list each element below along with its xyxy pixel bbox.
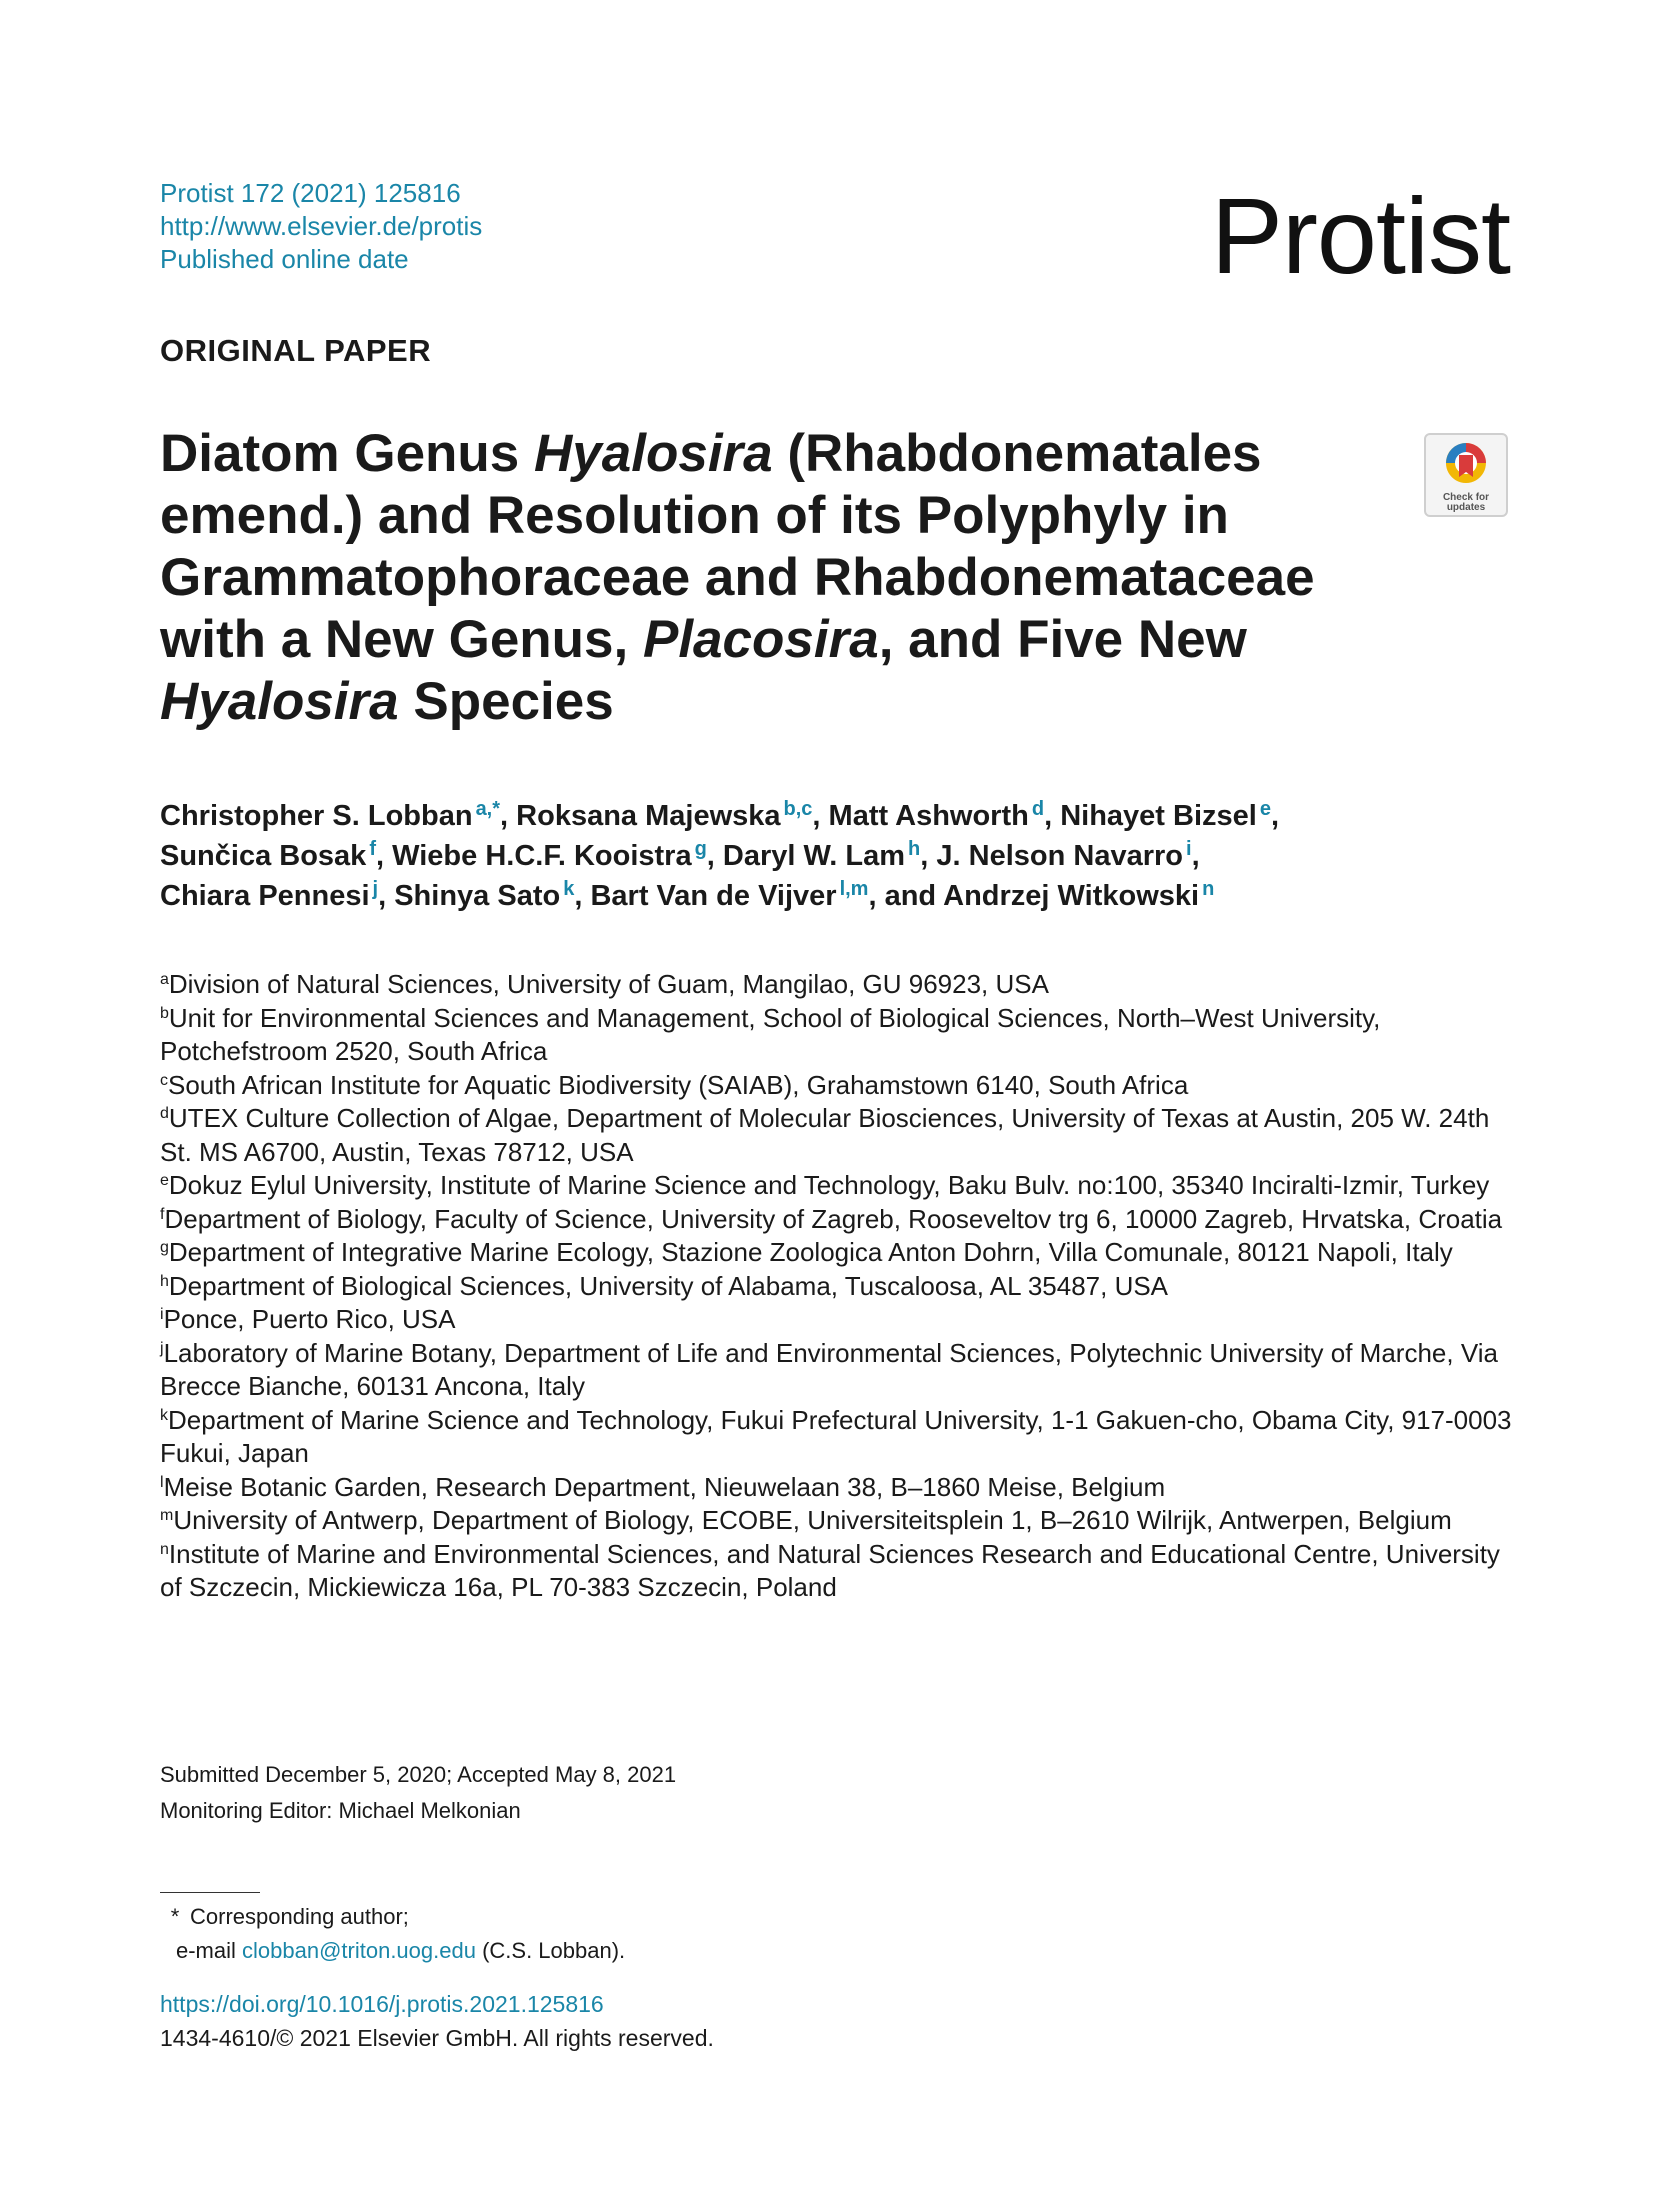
affiliation: $^c$South African Institute for Aquatic Biodiversity (SAIAB), Grahamstown 6140, South Africa [160,1069,1189,1100]
author-affiliation-sup[interactable]: e [1259,798,1271,820]
affiliation: $^n$Institute of Marine and Environmental Sciences, and Natural Sciences Research and Educational Centre, University of Szczecin, Mickiewicza 16a, PL 70-383 Szczecin, Poland [160,1538,1500,1602]
author: Bart Van de Vijver $^{l,m}$, [590,878,885,912]
affiliation-list [160,968,1520,1605]
copyright: 1434-4610/© 2021 Elsevier GmbH. All rights reserved. [160,2025,714,2051]
doi-link[interactable]: https://doi.org/10.1016/j.protis.2021.125816 [160,1991,604,2017]
title-italic-genus: Hyalosira [160,672,399,731]
author: Nihayet Bizsel $^e$, [1060,798,1280,832]
doi-block [160,1987,714,2055]
submitted-accepted: Submitted December 5, 2020; Accepted May 8, 2021 [160,1762,677,1787]
journal-url[interactable]: http://www.elsevier.de/protis [160,211,483,241]
author: Sunčica Bosak $^f$, [160,838,393,872]
author-affiliation-sup[interactable]: b,c [783,798,813,820]
author-affiliation-sup[interactable]: i [1186,838,1192,860]
affiliation: $^h$Department of Biological Sciences, University of Alabama, Tuscaloosa, AL 35487, USA [160,1270,1169,1301]
affiliation: $^e$Dokuz Eylul University, Institute of Marine Science and Technology, Baku Bulv. no:100, 35340 Inciralti-Izmir, Turkey [160,1170,1490,1200]
affiliation: $^l$Meise Botanic Garden, Research Department, Nieuwelaan 38, B–1860 Meise, Belgium [160,1471,1166,1502]
author: Chiara Pennesi $^j$, [160,878,395,912]
author-affiliation-sup[interactable]: k [563,878,575,900]
paper-title [160,423,1410,733]
title-part: (Rhabdonematales emend.) and Resolution of its Polyphyly in Grammatophoraceae and Rhabdonemataceae with a New Genus, [160,424,1315,669]
author: Christopher S. Lobban $^{a,*}$, [160,798,517,832]
affiliation: $^f$Department of Biology, Faculty of Science, University of Zagreb, Rooseveltov trg 6, 10000 Zagreb, Hrvatska, Croatia [160,1203,1503,1234]
journal-citation[interactable]: Protist 172 (2021) 125816 [160,178,461,208]
author-affiliation-sup[interactable]: l,m [839,878,869,900]
title-italic-genus: Placosira [642,610,879,669]
journal-info [160,177,482,276]
affiliation: $^g$Department of Integrative Marine Ecology, Stazione Zoologica Anton Dohrn, Villa Comunale, 80121 Napoli, Italy [160,1237,1453,1267]
title-italic-genus: Hyalosira [534,424,773,483]
author-affiliation-sup[interactable]: g [694,838,707,860]
affiliation: $^a$Division of Natural Sciences, University of Guam, Mangilao, GU 96923, USA [160,969,1049,999]
article-type: ORIGINAL PAPER [160,333,432,368]
author-affiliation-sup[interactable]: a,* [475,798,501,820]
affiliation: $^k$Department of Marine Science and Technology, Fukui Prefectural University, 1-1 Gakuen-cho, Obama City, 917-0003 Fukui, Japan [160,1404,1512,1468]
author: Shinya Sato $^k$, [394,878,591,912]
email-suffix: (C.S. Lobban). [475,1938,626,1963]
author-affiliation-sup[interactable]: j [372,878,379,900]
author-affiliation-sup[interactable]: h [908,838,921,860]
affiliation: $^d$UTEX Culture Collection of Algae, Department of Molecular Biosciences, University of Texas at Austin, 205 W. 24th St. MS A6700, Austin, Texas 78712, USA [160,1103,1490,1167]
monitoring-editor: Monitoring Editor: Michael Melkonian [160,1798,521,1823]
email-link[interactable]: clobban@triton.uog.edu [242,1938,476,1963]
article-dates [160,1757,676,1829]
footnote-divider [160,1892,260,1893]
author-affiliation-sup[interactable]: f [369,838,376,860]
author: Daryl W. Lam $^h$, [722,838,937,872]
title-part: Species [398,672,614,731]
author: J. Nelson Navarro $^i$, [936,838,1200,872]
check-for-updates-button[interactable] [1424,433,1508,517]
email-prefix: e-mail [176,1938,243,1963]
check-for-updates-icon [1444,441,1488,491]
affiliation: $^j$Laboratory of Marine Botany, Department of Life and Environmental Sciences, Polytechnic University of Marche, Via Brecce Bianche, 60131 Ancona, Italy [160,1337,1498,1401]
author-affiliation-sup[interactable]: n [1202,878,1215,900]
author: Wiebe H.C.F. Kooistra $^g$, [392,838,723,872]
affiliation: $^i$Ponce, Puerto Rico, USA [160,1304,456,1334]
affiliation: $^m$University of Antwerp, Department of Biology, ECOBE, Universiteitsplein 1, B–2610 Wilrijk, Antwerpen, Belgium [160,1505,1452,1535]
corresponding-author-footnote [160,1900,625,1968]
affiliation: $^b$Unit for Environmental Sciences and Management, School of Biological Sciences, North–West University, Potchefstroom 2520, South Africa [160,1002,1381,1066]
footnote-marker: * [170,1904,180,1929]
journal-logo: Protist [1210,175,1510,296]
title-part: , and Five New [878,610,1247,669]
author: Matt Ashworth $^d$, [828,798,1061,832]
author: Roksana Majewska $^{b,c}$, [516,798,829,832]
author-affiliation-sup[interactable]: d [1031,798,1045,820]
title-part: Diatom Genus [160,424,535,483]
published-date: Published online date [160,244,409,274]
author: and Andrzej Witkowski $^n$ [884,878,1215,912]
corresponding-label: Corresponding author; [190,1904,409,1929]
author-list [160,796,1520,916]
badge-label: Check for updates [1442,492,1490,513]
